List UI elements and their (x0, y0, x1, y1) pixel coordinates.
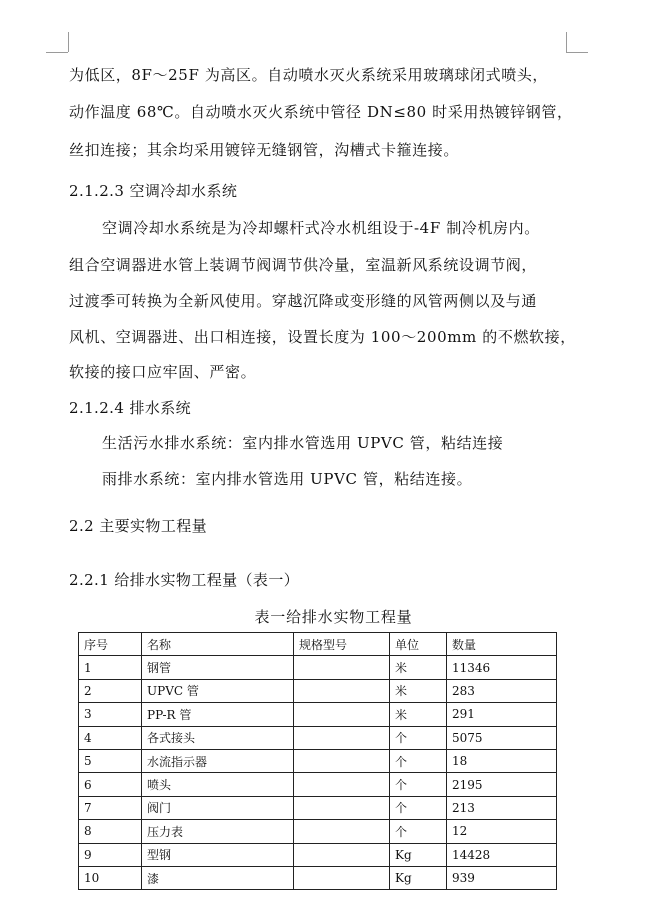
table-cell: 18 (447, 749, 557, 772)
table-cell: 压力表 (142, 820, 294, 843)
table-cell: 10 (79, 866, 142, 889)
table-cell (294, 796, 390, 819)
table-cell (294, 843, 390, 866)
table-row (79, 796, 557, 819)
margin-mark-top-right (566, 52, 588, 53)
paragraph-line: 风机、空调器进、出口相连接，设置长度为 100～200mm 的不燃软接， (69, 328, 576, 346)
table-cell: 个 (390, 773, 447, 796)
section-heading-221: 2.2.1 给排水实物工程量（表一） (69, 571, 300, 589)
table-cell (294, 820, 390, 843)
table-cell (294, 773, 390, 796)
table-cell: 个 (390, 796, 447, 819)
header-cell: 序号 (79, 633, 142, 656)
table-header-row (79, 633, 557, 656)
header-cell: 数量 (447, 633, 557, 656)
header-cell: 名称 (142, 633, 294, 656)
margin-mark-top-right-vertical (566, 32, 567, 52)
header-cell: 规格型号 (294, 633, 390, 656)
drain-line: 生活污水排水系统：室内排水管选用 UPVC 管，粘结连接 (102, 434, 504, 452)
table-cell: 283 (447, 679, 557, 702)
header-cell: 单位 (390, 633, 447, 656)
table-cell (294, 703, 390, 726)
section-heading-22: 2.2 主要实物工程量 (69, 517, 208, 535)
table-row (79, 773, 557, 796)
table-cell: 5075 (447, 726, 557, 749)
table-cell: 型钢 (142, 843, 294, 866)
paragraph-line: 过渡季可转换为全新风使用。穿越沉降或变形缝的风管两侧以及与通 (69, 292, 538, 310)
table-row (79, 703, 557, 726)
section-heading-2123: 2.1.2.3 空调冷却水系统 (69, 182, 238, 200)
table-cell: 291 (447, 703, 557, 726)
table-cell: 9 (79, 843, 142, 866)
table-cell: 939 (447, 866, 557, 889)
table-cell: 喷头 (142, 773, 294, 796)
table-cell: 5 (79, 749, 142, 772)
table-cell: 3 (79, 703, 142, 726)
table-cell: 个 (390, 820, 447, 843)
table-cell: 阀门 (142, 796, 294, 819)
table-cell: 213 (447, 796, 557, 819)
table-cell: 12 (447, 820, 557, 843)
table-cell (294, 866, 390, 889)
table-cell: 米 (390, 703, 447, 726)
table-cell: 1 (79, 656, 142, 679)
table-cell (294, 749, 390, 772)
table-cell (294, 656, 390, 679)
table-cell: 14428 (447, 843, 557, 866)
paragraph-line: 丝扣连接；其余均采用镀锌无缝钢管，沟槽式卡箍连接。 (69, 141, 460, 159)
table-cell (294, 726, 390, 749)
table-cell: 8 (79, 820, 142, 843)
table-cell: 2 (79, 679, 142, 702)
margin-mark-top-left (46, 52, 68, 53)
table-row (79, 656, 557, 679)
table-cell: 个 (390, 726, 447, 749)
table-row (79, 749, 557, 772)
table-cell: 2195 (447, 773, 557, 796)
drain-line: 雨排水系统：室内排水管选用 UPVC 管，粘结连接。 (102, 470, 473, 488)
paragraph-line: 为低区，8F～25F 为高区。自动喷水灭火系统采用玻璃球闭式喷头， (69, 66, 549, 84)
table-cell: 水流指示器 (142, 749, 294, 772)
table-row (79, 820, 557, 843)
paragraph-line: 空调冷却水系统是为冷却螺杆式冷水机组设于-4F 制冷机房内。 (102, 219, 540, 237)
table-cell: PP-R 管 (142, 703, 294, 726)
paragraph-line: 组合空调器进水管上装调节阀调节供冷量，室温新风系统设调节阀， (69, 256, 538, 274)
table-row (79, 843, 557, 866)
paragraph-line: 软接的接口应牢固、严密。 (69, 363, 257, 381)
table-cell: 4 (79, 726, 142, 749)
table-cell: 米 (390, 679, 447, 702)
section-heading-2124: 2.1.2.4 排水系统 (69, 399, 192, 417)
table-row (79, 726, 557, 749)
table-cell: UPVC 管 (142, 679, 294, 702)
table-cell: 钢管 (142, 656, 294, 679)
table-cell (294, 679, 390, 702)
table-row (79, 679, 557, 702)
table-cell: 6 (79, 773, 142, 796)
table-cell: 米 (390, 656, 447, 679)
table-title: 表一给排水实物工程量 (254, 608, 413, 626)
paragraph-line: 动作温度 68℃。自动喷水灭火系统中管径 DN≤80 时采用热镀锌钢管， (69, 103, 573, 121)
table-cell: 各式接头 (142, 726, 294, 749)
quantity-table (78, 632, 557, 890)
table-cell: Kg (390, 866, 447, 889)
margin-mark-top-left-vertical (68, 32, 69, 52)
table-row (79, 866, 557, 889)
table-cell: 个 (390, 749, 447, 772)
table-cell: 漆 (142, 866, 294, 889)
table-cell: Kg (390, 843, 447, 866)
table-cell: 7 (79, 796, 142, 819)
table-cell: 11346 (447, 656, 557, 679)
